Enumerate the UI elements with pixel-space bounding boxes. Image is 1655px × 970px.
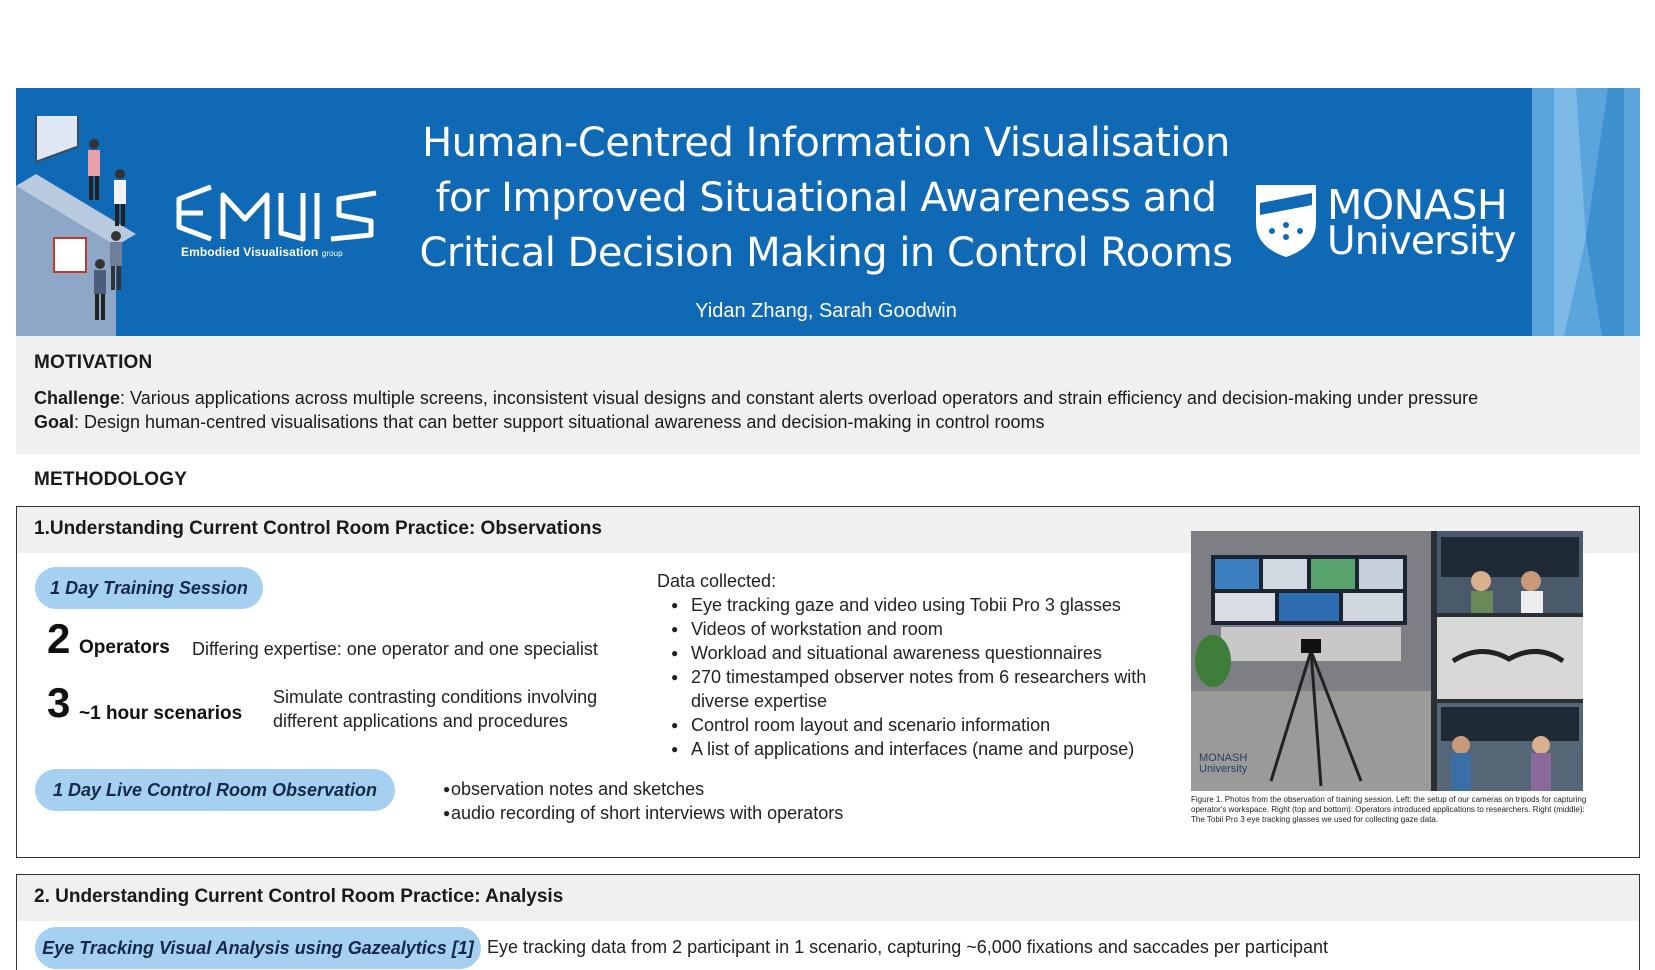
emvis-logo — [171, 183, 401, 273]
challenge-label: Challenge — [34, 388, 121, 408]
monash-wordmark: MONASH — [1327, 181, 1508, 229]
photo-watermark — [1199, 753, 1247, 775]
challenge-text: : Various applications across multiple screens, inconsistent visual designs and constant alerts overload operators and strain efficiency and decision-making under pressure — [120, 388, 1479, 408]
monash-crest-icon — [1254, 183, 1318, 259]
goal-label: Goal — [34, 412, 75, 432]
training-session-pill: 1 Day Training Session — [35, 567, 263, 609]
poster-title — [396, 116, 1256, 281]
live-observation-list — [429, 777, 949, 825]
list-item: ● observation notes and sketches — [429, 777, 949, 801]
monash-m-motif — [1532, 88, 1640, 336]
poster-banner — [16, 88, 1640, 336]
emvis-subtitle: Embodied Visualisation group — [181, 245, 343, 259]
control-room-illustration — [16, 116, 136, 336]
motivation-heading: MOTIVATION — [34, 352, 153, 373]
methodology-heading: METHODOLOGY — [34, 469, 188, 490]
operators-description: Differing expertise: one operator and one specialist — [192, 639, 598, 659]
gazealytics-pill: Eye Tracking Visual Analysis using Gazealytics [1] — [35, 927, 481, 969]
title-line: Human-Centred Information Visualisation — [422, 120, 1230, 166]
data-collected-heading: Data collected: — [657, 571, 777, 591]
analysis-section — [16, 874, 1640, 970]
list-item: ● Eye tracking gaze and video using Tobii Pro 3 glasses — [657, 593, 1177, 617]
list-item: ● Videos of workstation and room — [657, 617, 1177, 641]
challenge-line — [34, 386, 1622, 410]
list-item: ● audio recording of short interviews with operators — [429, 801, 949, 825]
list-item: ● A list of applications and interfaces (name and purpose) — [657, 737, 1177, 761]
figure-caption: Figure 1. Photos from the observation of training session. Left: the setup of our cameras on tripods for capturing operator's workspace. Right (top and bottom): Operators introduced applications to researchers. Right (middle): The Tobii Pro 3 eye tracking glasses we used for collecting gaze data. — [1191, 795, 1587, 824]
scenarios-description-line: Simulate contrasting conditions involving — [273, 687, 598, 707]
data-collected-list — [657, 569, 1177, 761]
operators-label: Operators — [79, 637, 170, 658]
list-item: ● 270 timestamped observer notes from 6 researchers with diverse expertise — [657, 665, 1147, 713]
observations-section — [16, 506, 1640, 858]
scenarios-label: ~1 hour scenarios — [79, 703, 243, 724]
monash-logo — [1254, 183, 1524, 263]
title-line: for Improved Situational Awareness and — [435, 175, 1217, 221]
list-item: ● Workload and situational awareness questionnaires — [657, 641, 1177, 665]
live-observation-pill: 1 Day Live Control Room Observation — [35, 769, 395, 811]
observation-photo-collage — [1191, 531, 1583, 791]
scenarios-description — [273, 685, 597, 733]
analysis-description: Eye tracking data from 2 participant in 1 scenario, capturing ~6,000 fixations and saccades per participant — [487, 937, 1328, 957]
university-wordmark: University — [1327, 219, 1516, 264]
goal-text: : Design human-centred visualisations that can better support situational awareness and decision-making in control rooms — [74, 412, 1045, 432]
section-title: 2. Understanding Current Control Room Practice: Analysis — [17, 875, 1639, 921]
section-title: 1.Understanding Current Control Room Practice: Observations — [17, 507, 1639, 553]
scenarios-description-line: different applications and procedures — [273, 711, 568, 731]
motivation-panel — [16, 336, 1640, 454]
operators-count: 2 — [47, 615, 71, 662]
photo-watermark-line: University — [1199, 763, 1248, 775]
photo-watermark-line: MONASH — [1199, 752, 1248, 764]
goal-line — [34, 410, 1622, 434]
authors: Yidan Zhang, Sarah Goodwin — [695, 300, 957, 322]
title-line: Critical Decision Making in Control Rooms — [419, 230, 1233, 276]
scenarios-count: 3 — [47, 679, 71, 726]
list-item: ● Control room layout and scenario information — [657, 713, 1177, 737]
